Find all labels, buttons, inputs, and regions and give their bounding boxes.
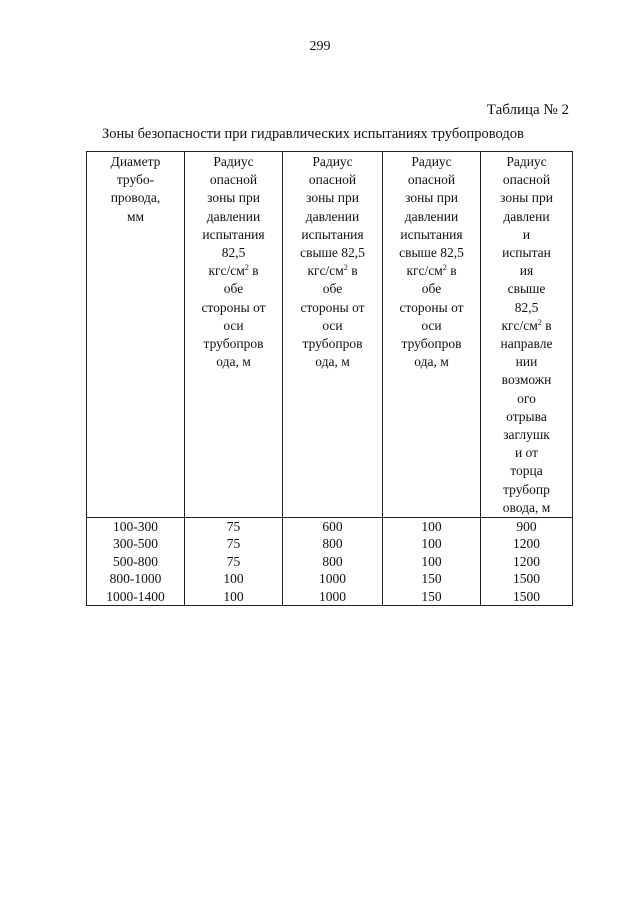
table-cell: 800 — [283, 535, 383, 552]
header-line: кгс/$см^2$ в — [406, 263, 457, 279]
header-line: Радиус — [506, 154, 547, 169]
header-line: трубопр — [503, 481, 550, 497]
table-cell: 150 — [383, 588, 481, 606]
header-line: кгс/$см^2$ в — [501, 317, 552, 333]
header-line: свыше — [507, 281, 546, 297]
header-line: свыше 82,5 — [300, 245, 365, 261]
header-line: оси — [421, 317, 442, 333]
header-line: Радиус — [213, 154, 254, 169]
table-cell: 300-500 — [87, 535, 185, 552]
header-radius-over-82-5-left — [283, 152, 383, 518]
table-row — [87, 588, 573, 606]
table-cell: 75 — [185, 553, 283, 570]
header-line: овода, м — [502, 499, 551, 515]
header-line: и — [522, 226, 531, 242]
header-line: зоны при — [500, 190, 553, 206]
header-line: оси — [322, 317, 343, 333]
header-line: трубо- — [116, 172, 155, 188]
header-line: заглушк — [503, 427, 550, 443]
header-line: обе — [322, 281, 343, 297]
header-line: ого — [517, 390, 536, 406]
table-row — [87, 570, 573, 587]
table-cell: 75 — [185, 518, 283, 536]
header-line: 82,5 — [221, 245, 246, 261]
header-line: зоны при — [207, 190, 260, 206]
table-cell: 150 — [383, 570, 481, 587]
header-radius-plug-direction — [481, 152, 573, 518]
table-cell: 800 — [283, 553, 383, 570]
header-line: испытания — [202, 226, 265, 242]
header-line: зоны при — [306, 190, 359, 206]
table-cell: 100 — [383, 553, 481, 570]
table-cell: 1200 — [481, 535, 573, 552]
header-line: испытания — [301, 226, 364, 242]
header-line: Диаметр — [110, 154, 161, 169]
header-line: Радиус — [312, 154, 353, 169]
header-line: опасной — [308, 172, 357, 188]
header-line: опасной — [209, 172, 258, 188]
header-line: давлении — [206, 208, 261, 224]
table-title: Зоны безопасности при гидравлических испытаниях трубопроводов — [102, 126, 524, 142]
table-cell: 500-800 — [87, 553, 185, 570]
header-line: кгс/$см^2$ в — [307, 263, 358, 279]
header-line: 82,5 — [514, 299, 539, 315]
table-cell: 900 — [481, 518, 573, 536]
header-line: давлении — [404, 208, 459, 224]
header-line: давлении — [305, 208, 360, 224]
header-line: давлени — [503, 208, 550, 224]
header-line: возможн — [501, 372, 552, 388]
table-label: Таблица № 2 — [486, 102, 569, 118]
header-row — [87, 152, 573, 518]
table-cell: 1000 — [283, 570, 383, 587]
header-line: Радиус — [411, 154, 452, 169]
header-line: ода, м — [414, 354, 449, 370]
table-body — [87, 518, 573, 606]
header-line: трубопров — [302, 336, 363, 352]
header-radius-over-82-5-right — [383, 152, 481, 518]
header-line: стороны от — [300, 299, 365, 315]
page-number: 299 — [309, 39, 331, 54]
safety-zones-table — [86, 151, 573, 606]
table-cell: 100 — [383, 518, 481, 536]
header-line: ода, м — [315, 354, 350, 370]
table-cell: 1000 — [283, 588, 383, 606]
header-line: провода, — [110, 190, 161, 206]
header-line: отрыва — [506, 408, 547, 424]
header-line: обе — [421, 281, 442, 297]
table-cell: 1000-1400 — [87, 588, 185, 606]
header-line: обе — [223, 281, 244, 297]
table-cell: 1200 — [481, 553, 573, 570]
table-cell: 100 — [185, 588, 283, 606]
table-cell: 100-300 — [87, 518, 185, 536]
header-line: стороны от — [399, 299, 464, 315]
header-line: зоны при — [405, 190, 458, 206]
header-line: торца — [510, 463, 543, 479]
header-line: и от — [514, 445, 539, 461]
header-line: свыше 82,5 — [399, 245, 464, 261]
header-line: трубопров — [203, 336, 264, 352]
table-cell: 75 — [185, 535, 283, 552]
table-cell: 100 — [185, 570, 283, 587]
table-cell: 100 — [383, 535, 481, 552]
header-line: испытания — [400, 226, 463, 242]
table-row — [87, 518, 573, 536]
header-line: оси — [223, 317, 244, 333]
table-cell: 1500 — [481, 588, 573, 606]
table-cell: 600 — [283, 518, 383, 536]
header-line: нии — [515, 354, 538, 370]
header-line: ия — [519, 263, 534, 279]
header-line: стороны от — [201, 299, 266, 315]
header-line: испытан — [502, 245, 551, 261]
header-radius-up-to-82-5 — [185, 152, 283, 518]
header-line: ода, м — [216, 354, 251, 370]
header-line: опасной — [407, 172, 456, 188]
table-cell: 1500 — [481, 570, 573, 587]
header-pipe-diameter — [87, 152, 185, 518]
table-cell: 800-1000 — [87, 570, 185, 587]
table-row — [87, 553, 573, 570]
header-line: опасной — [502, 172, 551, 188]
header-line: кгс/$см^2$ в — [208, 263, 259, 279]
table-row — [87, 535, 573, 552]
header-line: направле — [500, 336, 553, 352]
header-line: трубопров — [401, 336, 462, 352]
header-line: мм — [126, 208, 145, 224]
